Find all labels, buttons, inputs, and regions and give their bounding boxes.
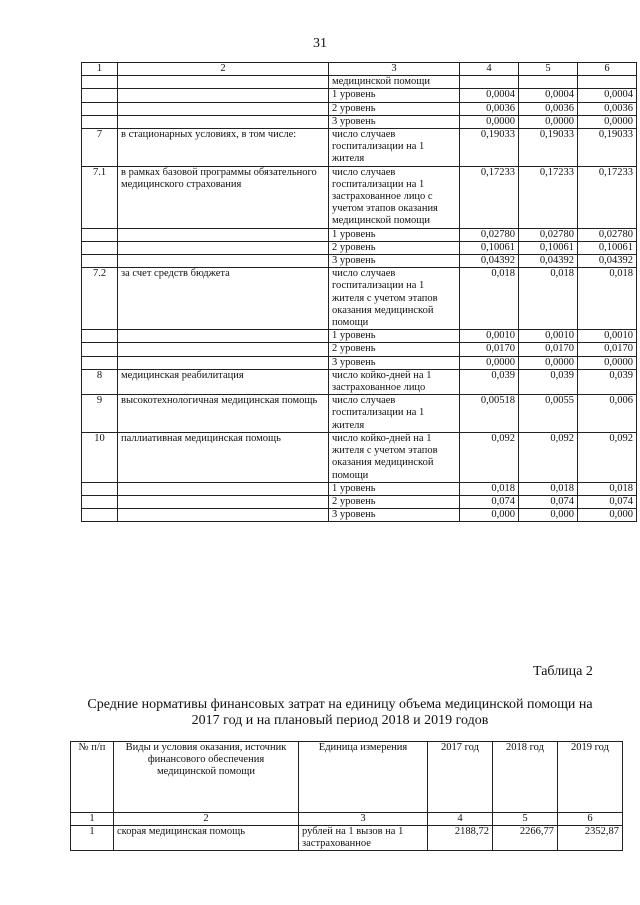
value-2019-cell: 2352,87: [558, 826, 623, 851]
table-row: [82, 509, 637, 522]
header-cell: 4: [460, 63, 519, 76]
row-number-cell: [82, 102, 118, 115]
col-number-cell: 4: [428, 813, 493, 826]
row-unit-cell: 1 уровень: [329, 330, 460, 343]
value-2019-cell: 0,0000: [578, 356, 637, 369]
row-number-cell: [82, 343, 118, 356]
row-number-cell: 7.1: [82, 166, 118, 228]
table-row: [82, 102, 637, 115]
value-2018-cell: 0,0170: [519, 343, 578, 356]
header-cell: Виды и условия оказания, источник финансового обеспечения медицинской помощи: [114, 742, 299, 813]
value-2019-cell: [578, 76, 637, 89]
row-name-cell: [118, 356, 329, 369]
row-name-cell: [118, 76, 329, 89]
row-unit-cell: медицинской помощи: [329, 76, 460, 89]
header-cell: Единица измерения: [299, 742, 428, 813]
value-2019-cell: 0,0036: [578, 102, 637, 115]
value-2019-cell: 0,018: [578, 268, 637, 330]
row-name-cell: [118, 495, 329, 508]
value-2017-cell: 0,02780: [460, 228, 519, 241]
row-name-cell: медицинская реабилитация: [118, 369, 329, 394]
header-cell: 2019 год: [558, 742, 623, 813]
page-number: 31: [313, 36, 327, 51]
row-name-cell: [118, 482, 329, 495]
value-2018-cell: 0,0036: [519, 102, 578, 115]
table-row: [82, 228, 637, 241]
value-2018-cell: 0,018: [519, 482, 578, 495]
row-name-cell: в стационарных условиях, в том числе:: [118, 129, 329, 167]
table-row: [82, 330, 637, 343]
value-2017-cell: 0,074: [460, 495, 519, 508]
row-name-cell: [118, 228, 329, 241]
table-row: [82, 343, 637, 356]
value-2018-cell: 0,074: [519, 495, 578, 508]
col-number-cell: 5: [493, 813, 558, 826]
value-2017-cell: 0,19033: [460, 129, 519, 167]
value-2017-cell: 0,018: [460, 268, 519, 330]
header-cell: 3: [329, 63, 460, 76]
table-title: Средние нормативы финансовых затрат на единицу объема медицинской помощи на 2017 год и на плановый период 2018 и 2019 годов: [87, 697, 593, 728]
value-2017-cell: 0,018: [460, 482, 519, 495]
row-name-cell: [118, 241, 329, 254]
table-row: [82, 356, 637, 369]
value-2019-cell: 0,018: [578, 482, 637, 495]
row-number-cell: [82, 495, 118, 508]
header-cell: 2: [118, 63, 329, 76]
value-2017-cell: 0,0010: [460, 330, 519, 343]
row-unit-cell: рублей на 1 вызов на 1 застрахованное: [299, 826, 428, 851]
table-row: [82, 369, 637, 394]
table-row: [82, 268, 637, 330]
row-unit-cell: число койко-дней на 1 застрахованное лицо: [329, 369, 460, 394]
value-2019-cell: 0,074: [578, 495, 637, 508]
row-name-cell: в рамках базовой программы обязательного медицинского страхования: [118, 166, 329, 228]
row-unit-cell: 3 уровень: [329, 356, 460, 369]
table-row: [82, 482, 637, 495]
row-unit-cell: 3 уровень: [329, 255, 460, 268]
col-number-cell: 3: [299, 813, 428, 826]
row-unit-cell: 1 уровень: [329, 89, 460, 102]
value-2019-cell: 0,0170: [578, 343, 637, 356]
row-unit-cell: число случаев госпитализации на 1 жителя: [329, 395, 460, 433]
value-2019-cell: 0,0000: [578, 115, 637, 128]
row-unit-cell: число койко-дней на 1 жителя с учетом этапов оказания медицинской помощи: [329, 432, 460, 482]
header-cell: 2017 год: [428, 742, 493, 813]
row-number-cell: [82, 509, 118, 522]
value-2017-cell: 0,039: [460, 369, 519, 394]
header-cell: № п/п: [71, 742, 114, 813]
row-number-cell: 7.2: [82, 268, 118, 330]
table-row: [82, 115, 637, 128]
row-name-cell: [118, 330, 329, 343]
row-number-cell: [82, 89, 118, 102]
row-number-cell: 10: [82, 432, 118, 482]
value-2017-cell: 0,04392: [460, 255, 519, 268]
value-2018-cell: 0,0010: [519, 330, 578, 343]
row-unit-cell: число случаев госпитализации на 1 жителя: [329, 129, 460, 167]
value-2019-cell: 0,19033: [578, 129, 637, 167]
row-number-cell: 7: [82, 129, 118, 167]
row-name-cell: [118, 509, 329, 522]
table-row: [82, 129, 637, 167]
row-number-cell: [82, 228, 118, 241]
row-unit-cell: 3 уровень: [329, 115, 460, 128]
row-name-cell: [118, 89, 329, 102]
value-2018-cell: 0,02780: [519, 228, 578, 241]
row-name-cell: паллиативная медицинская помощь: [118, 432, 329, 482]
table-row: [82, 76, 637, 89]
value-2017-cell: 0,0036: [460, 102, 519, 115]
column-number-row: [71, 813, 623, 826]
value-2018-cell: 0,17233: [519, 166, 578, 228]
table-row: [82, 255, 637, 268]
value-2018-cell: 0,10061: [519, 241, 578, 254]
value-2017-cell: 0,0170: [460, 343, 519, 356]
row-name-cell: за счет средств бюджета: [118, 268, 329, 330]
value-2018-cell: 0,19033: [519, 129, 578, 167]
row-unit-cell: число случаев госпитализации на 1 застрахованное лицо с учетом этапов оказания медицинской помощи: [329, 166, 460, 228]
table-header-row: [71, 742, 623, 813]
financial-norms-table: [70, 741, 623, 851]
value-2019-cell: 0,092: [578, 432, 637, 482]
row-number-cell: [82, 356, 118, 369]
row-number-cell: 1: [71, 826, 114, 851]
row-number-cell: 8: [82, 369, 118, 394]
value-2018-cell: 0,0055: [519, 395, 578, 433]
table-row: [71, 826, 623, 851]
row-number-cell: [82, 115, 118, 128]
header-cell: 6: [578, 63, 637, 76]
value-2017-cell: 0,000: [460, 509, 519, 522]
value-2019-cell: 0,039: [578, 369, 637, 394]
row-number-cell: [82, 482, 118, 495]
row-name-cell: [118, 102, 329, 115]
row-name-cell: [118, 343, 329, 356]
table-label: Таблица 2: [533, 664, 593, 679]
table-header-row: [82, 63, 637, 76]
header-cell: 2018 год: [493, 742, 558, 813]
col-number-cell: 2: [114, 813, 299, 826]
row-number-cell: [82, 241, 118, 254]
value-2018-cell: 0,04392: [519, 255, 578, 268]
row-unit-cell: 1 уровень: [329, 482, 460, 495]
value-2019-cell: 0,006: [578, 395, 637, 433]
row-unit-cell: 1 уровень: [329, 228, 460, 241]
value-2017-cell: 0,00518: [460, 395, 519, 433]
header-cell: 1: [82, 63, 118, 76]
row-unit-cell: 2 уровень: [329, 495, 460, 508]
header-cell: 5: [519, 63, 578, 76]
value-2017-cell: 0,0000: [460, 115, 519, 128]
row-name-cell: высокотехнологичная медицинская помощь: [118, 395, 329, 433]
row-unit-cell: 2 уровень: [329, 343, 460, 356]
value-2017-cell: 0,0000: [460, 356, 519, 369]
col-number-cell: 6: [558, 813, 623, 826]
table-row: [82, 89, 637, 102]
value-2018-cell: 0,039: [519, 369, 578, 394]
value-2018-cell: 0,0000: [519, 115, 578, 128]
value-2019-cell: 0,04392: [578, 255, 637, 268]
row-unit-cell: 3 уровень: [329, 509, 460, 522]
value-2017-cell: [460, 76, 519, 89]
value-2018-cell: [519, 76, 578, 89]
row-name-cell: [118, 115, 329, 128]
table-row: [82, 495, 637, 508]
row-number-cell: 9: [82, 395, 118, 433]
value-2019-cell: 0,000: [578, 509, 637, 522]
col-number-cell: 1: [71, 813, 114, 826]
table-row: [82, 241, 637, 254]
value-2018-cell: 0,0004: [519, 89, 578, 102]
row-unit-cell: 2 уровень: [329, 241, 460, 254]
value-2019-cell: 0,02780: [578, 228, 637, 241]
value-2018-cell: 0,000: [519, 509, 578, 522]
table-row: [82, 432, 637, 482]
row-number-cell: [82, 330, 118, 343]
row-number-cell: [82, 255, 118, 268]
row-unit-cell: число случаев госпитализации на 1 жителя с учетом этапов оказания медицинской помощи: [329, 268, 460, 330]
row-number-cell: [82, 76, 118, 89]
value-2018-cell: 0,092: [519, 432, 578, 482]
value-2018-cell: 2266,77: [493, 826, 558, 851]
value-2018-cell: 0,018: [519, 268, 578, 330]
table-row: [82, 395, 637, 433]
value-2019-cell: 0,10061: [578, 241, 637, 254]
row-name-cell: скорая медицинская помощь: [114, 826, 299, 851]
value-2019-cell: 0,0010: [578, 330, 637, 343]
value-2018-cell: 0,0000: [519, 356, 578, 369]
row-unit-cell: 2 уровень: [329, 102, 460, 115]
value-2017-cell: 0,17233: [460, 166, 519, 228]
value-2017-cell: 0,092: [460, 432, 519, 482]
norms-volume-table: [81, 62, 637, 522]
value-2017-cell: 2188,72: [428, 826, 493, 851]
row-name-cell: [118, 255, 329, 268]
value-2017-cell: 0,10061: [460, 241, 519, 254]
table-row: [82, 166, 637, 228]
value-2017-cell: 0,0004: [460, 89, 519, 102]
value-2019-cell: 0,0004: [578, 89, 637, 102]
value-2019-cell: 0,17233: [578, 166, 637, 228]
